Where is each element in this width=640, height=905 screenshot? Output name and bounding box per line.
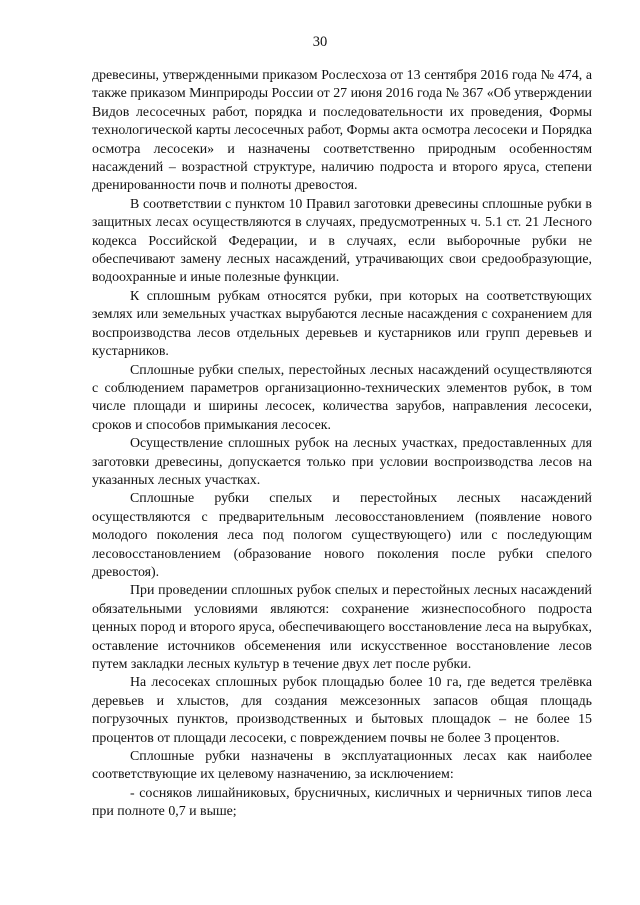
paragraph-exploitation-forests: Сплошные рубки назначены в эксплуатационных лесах как наиболее соответствующие их целевому назначению, за исключением: bbox=[92, 749, 592, 783]
document-body bbox=[92, 67, 592, 822]
paragraph-reproduction-condition: Осуществление сплошных рубок на лесных участках, предоставленных для заготовки древесины, допускается только при условии воспроизводства лесов на указанных лесных участках. bbox=[92, 436, 592, 488]
paragraph-cutting-area-limits: На лесосеках сплошных рубок площадью более 10 га, где ведется трелёвка деревьев и хлыстов, для создания межсезонных запасов общая площадь погрузочных пунктов, производственных и бытовых площадок – не более 15 процентов от площади лесосеки, с повреждением почвы не более 3 процентов. bbox=[92, 675, 592, 746]
paragraph-clear-cut-protective-forests: В соответствии с пунктом 10 Правил заготовки древесины сплошные рубки в защитных лесах осуществляются в случаях, предусмотренных ч. 5.1 ст. 21 Лесного кодекса Российской Федерации, и в случаях, если выборочные рубки не обеспечивают замену лесных насаждений, утрачивающих свои средообразующие, водоохранные и иные полезные функции. bbox=[92, 196, 592, 286]
paragraph-mandatory-conditions: При проведении сплошных рубок спелых и перестойных лесных насаждений обязательными условиями являются: сохранение жизнеспособного подроста ценных пород и второго яруса, обеспечивающего восстановление леса на вырубках, оставление источников обсеменения или искусственное восстановление лесов путем закладки лесных культур в течение двух лет после рубки. bbox=[92, 583, 592, 672]
paragraph-continuation: древесины, утвержденными приказом Рослесхоза от 13 сентября 2016 года № 474, а также приказом Минприроды России от 27 июня 2016 года № 367 «Об утверждении Видов лесосечных работ, порядка и последовательности их проведения, Формы технологической карты лесосечных работ, Формы акта осмотра лесосеки и Порядка осмотра лесосеки» и назначены соответственно природным особенностям насаждений – возрастной структуре, наличию подроста и второго яруса, степени дренированности почв и полноты древостоя. bbox=[92, 68, 592, 194]
paragraph-clear-cut-parameters: Сплошные рубки спелых, перестойных лесных насаждений осуществляются с соблюдением параметров организационно-технических элементов рубок, в том числе площади и ширины лесосек, количества зарубов, направления лесосеки, сроков и способов примыкания лесосек. bbox=[92, 362, 592, 433]
list-item-pine-forests: - сосняков лишайниковых, брусничных, кисличных и черничных типов леса при полноте 0,7 и выше; bbox=[92, 785, 592, 820]
paragraph-clear-cut-definition: К сплошным рубкам относятся рубки, при которых на соответствующих землях или земельных участках вырубаются лесные насаждения с сохранением для воспроизводства лесов отдельных деревьев и кустарников или групп деревьев и кустарников. bbox=[92, 288, 592, 360]
paragraph-reforestation: Сплошные рубки спелых и перестойных лесных насаждений осуществляются с предварительным лесовосстановлением (появление нового молодого поколения леса под пологом существующего) или с последующим лесовосстановлением (образование нового поколения после рубки спелого древостоя). bbox=[92, 491, 592, 580]
page-number: 30 bbox=[312, 34, 328, 50]
